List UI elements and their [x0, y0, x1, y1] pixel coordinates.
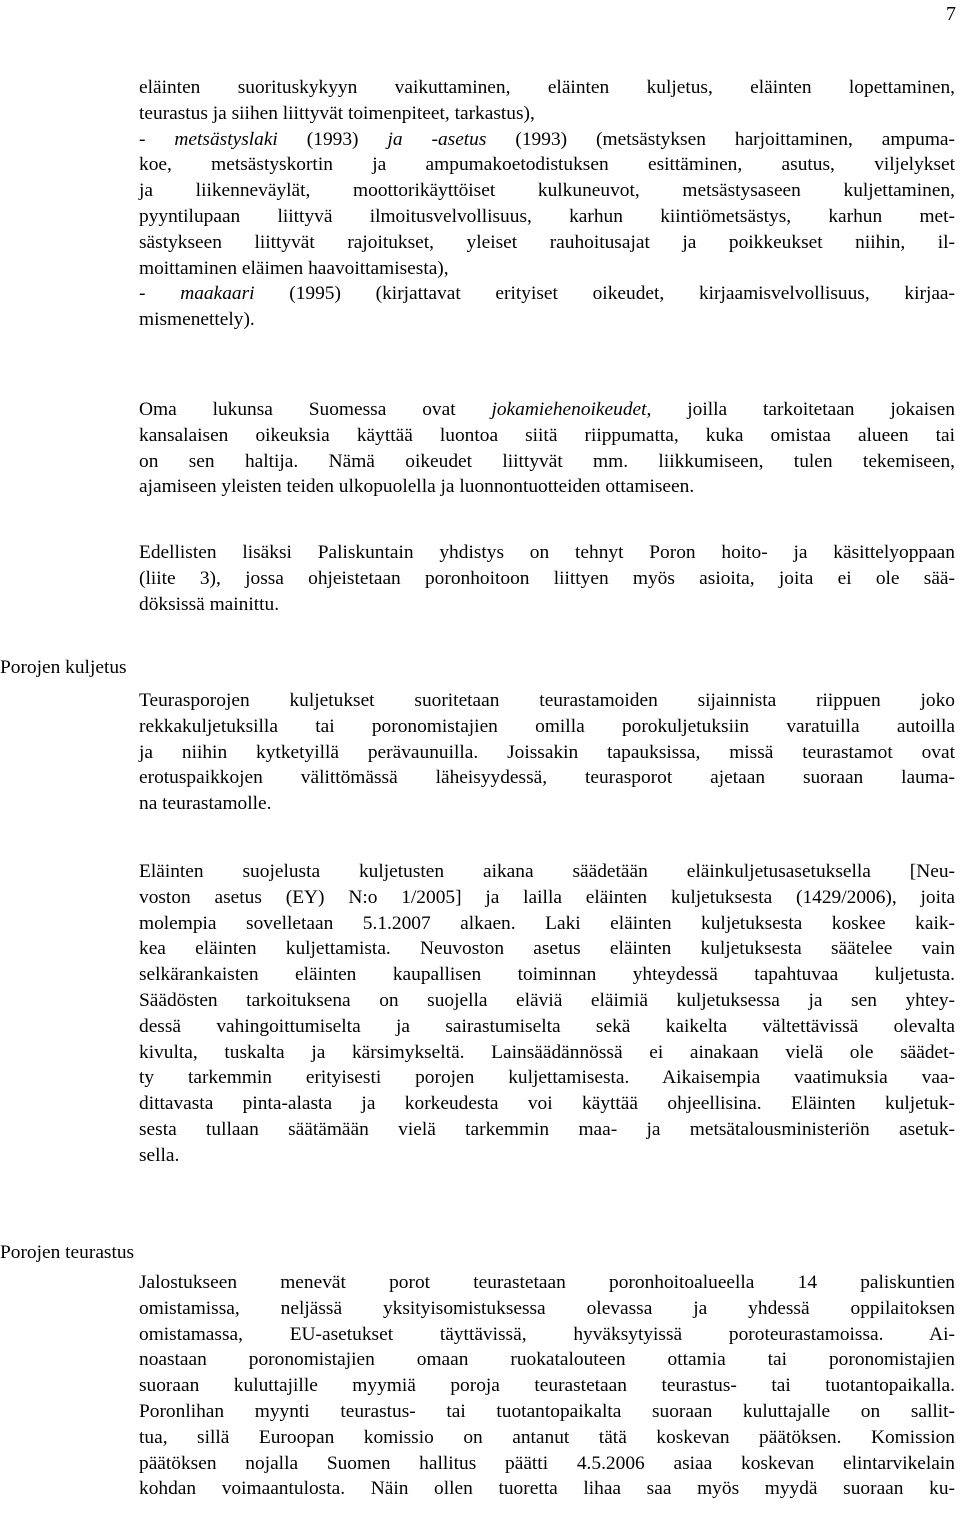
text-line: koe, metsästyskortin ja ampumakoetodistuksen esittäminen, asutus, viljelykset	[139, 154, 955, 176]
paragraph-kuljetus-1	[139, 688, 955, 817]
text-line: sella.	[139, 1144, 180, 1166]
text-line: teurastus ja siihen liittyvät toimenpiteet, tarkastus),	[139, 102, 535, 124]
text-line: dessä vahingoittumiselta ja sairastumiselta sekä kaikelta vältettävissä olevalta	[139, 1015, 955, 1037]
section-heading-teurastus: Porojen teurastus	[0, 1242, 135, 1263]
text-line: döksissä mainittu.	[139, 593, 280, 615]
page-number: 7	[946, 3, 956, 25]
text-line: sästykseen liittyvät rajoitukset, yleiset rauhoitusajat ja poikkeukset niihin, il-	[139, 231, 955, 253]
text-line: sesta tullaan säätämään vielä tarkemmin maa- ja metsätalousministeriön asetuk-	[139, 1118, 955, 1140]
text-line: Säädösten tarkoituksena on suojella eläviä eläimiä kuljetuksessa ja sen yhtey-	[139, 989, 955, 1011]
text-line: erotuspaikkojen välittömässä läheisyydessä, teurasporot ajetaan suoraan lauma-	[139, 767, 955, 789]
text-line: tua, sillä Euroopan komissio on antanut tätä koskevan päätöksen. Komission	[139, 1426, 955, 1448]
legislation-list	[139, 75, 955, 333]
text-line: ja niihin kytketyillä perävaunuilla. Joissakin tapauksissa, missä teurastamot ovat	[139, 741, 955, 763]
text-line: na teurastamolle.	[139, 793, 272, 815]
text-line: - maakaari (1995) (kirjattavat erityiset oikeudet, kirjaamisvelvollisuus, kirjaa-	[139, 283, 955, 305]
text-line: kansalaisen oikeuksia käyttää luontoa siitä riippumatta, kuka omistaa alueen tai	[139, 424, 955, 446]
text-line: on sen haltija. Nämä oikeudet liittyvät mm. liikkumiseen, tulen tekemiseen,	[139, 450, 955, 472]
text-line: kea eläinten kuljettamista. Neuvoston asetus eläinten kuljetuksesta säätelee vain	[139, 938, 955, 960]
law-name: metsästyslaki	[174, 128, 278, 150]
text-line: noastaan poronomistajien omaan ruokatalouteen ottamia tai poronomistajien	[139, 1349, 955, 1371]
text-line: ty tarkemmin erityisesti porojen kuljettamisesta. Aikaisempia vaatimuksia vaa-	[139, 1067, 955, 1089]
paragraph-paliskuntain	[139, 540, 955, 617]
text-line: moittaminen eläimen haavoittamisesta),	[139, 257, 449, 279]
text-line: omistamassa, EU-asetukset täyttävissä, hyväksytyissä poroteurastamoissa. Ai-	[139, 1323, 955, 1345]
text-line: rekkakuljetuksilla tai poronomistajien omilla porokuljetuksiin varatuilla autoilla	[139, 715, 955, 737]
paragraph-jokamiehenoikeudet	[139, 397, 955, 500]
paragraph-kuljetus-2	[139, 859, 955, 1169]
text-line: ja liikenneväylät, moottorikäyttöiset kulkuneuvot, metsästysaseen kuljettaminen,	[139, 180, 955, 202]
text-line: voston asetus (EY) N:o 1/2005] ja lailla eläinten kuljetuksesta (1429/2006), joita	[139, 886, 955, 908]
text-line: Edellisten lisäksi Paliskuntain yhdistys on tehnyt Poron hoito- ja käsittelyoppaan	[139, 542, 955, 563]
paragraph-teurastus	[139, 1270, 955, 1502]
text-line: selkärankaisten eläinten kaupallisen toiminnan yhteydessä tapahtuvaa kuljetusta.	[139, 964, 955, 986]
text-line: molempia sovelletaan 5.1.2007 alkaen. Laki eläinten kuljetuksesta koskee kaik-	[139, 912, 955, 934]
text-line: eläinten suorituskykyyn vaikuttaminen, eläinten kuljetus, eläinten lopettaminen,	[139, 77, 955, 98]
text-line: Poronlihan myynti teurastus- tai tuotantopaikalta suoraan kuluttajalle on sallit-	[139, 1400, 955, 1422]
text-line: (liite 3), jossa ohjeistetaan poronhoitoon liittyen myös asioita, joita ei ole sää-	[139, 567, 955, 589]
law-name: ja -asetus	[387, 128, 487, 150]
text-line: ajamiseen yleisten teiden ulkopuolella ja luonnontuotteiden ottamiseen.	[139, 476, 695, 498]
text-line: pyyntilupaan liittyvä ilmoitusvelvollisuus, karhun kiintiömetsästys, karhun met-	[139, 205, 955, 227]
text-line: dittavasta pinta-alasta ja korkeudesta voi käyttää ohjeellisina. Eläinten kuljetuk-	[139, 1093, 955, 1115]
text-line: Oma lukunsa Suomessa ovat jokamiehenoikeudet, joilla tarkoitetaan jokaisen	[139, 399, 955, 420]
text-line: Jalostukseen menevät porot teurastetaan poronhoitoalueella 14 paliskuntien	[139, 1272, 955, 1293]
section-heading-kuljetus: Porojen kuljetus	[0, 657, 127, 678]
text-line: suoraan kuluttajille myymiä poroja teurastetaan teurastus- tai tuotantopaikalla.	[139, 1375, 955, 1397]
text-line: omistamissa, neljässä yksityisomistuksessa olevassa ja yhdessä oppilaitoksen	[139, 1297, 955, 1319]
text-line: mismenettely).	[139, 309, 255, 331]
text-line: kohdan voimaantulosta. Näin ollen tuoretta lihaa saa myös myydä suoraan ku-	[139, 1478, 955, 1500]
text-line: Eläinten suojelusta kuljetusten aikana säädetään eläinkuljetusasetuksella [Neu-	[139, 861, 955, 882]
text-line: päätöksen nojalla Suomen hallitus päätti 4.5.2006 asiaa koskevan elintarvikelain	[139, 1452, 955, 1474]
law-name: maakaari	[180, 283, 255, 305]
text-line: - metsästyslaki (1993) ja -asetus (1993) (metsästyksen harjoittaminen, ampuma-	[139, 128, 955, 150]
emphasized-term: jokamiehenoikeudet	[491, 399, 647, 420]
text-line: Teurasporojen kuljetukset suoritetaan teurastamoiden sijainnista riippuen joko	[139, 690, 955, 711]
text-line: kivulta, tuskalta ja kärsimykseltä. Lainsäädännössä ei ainakaan vielä ole säädet-	[139, 1041, 955, 1063]
